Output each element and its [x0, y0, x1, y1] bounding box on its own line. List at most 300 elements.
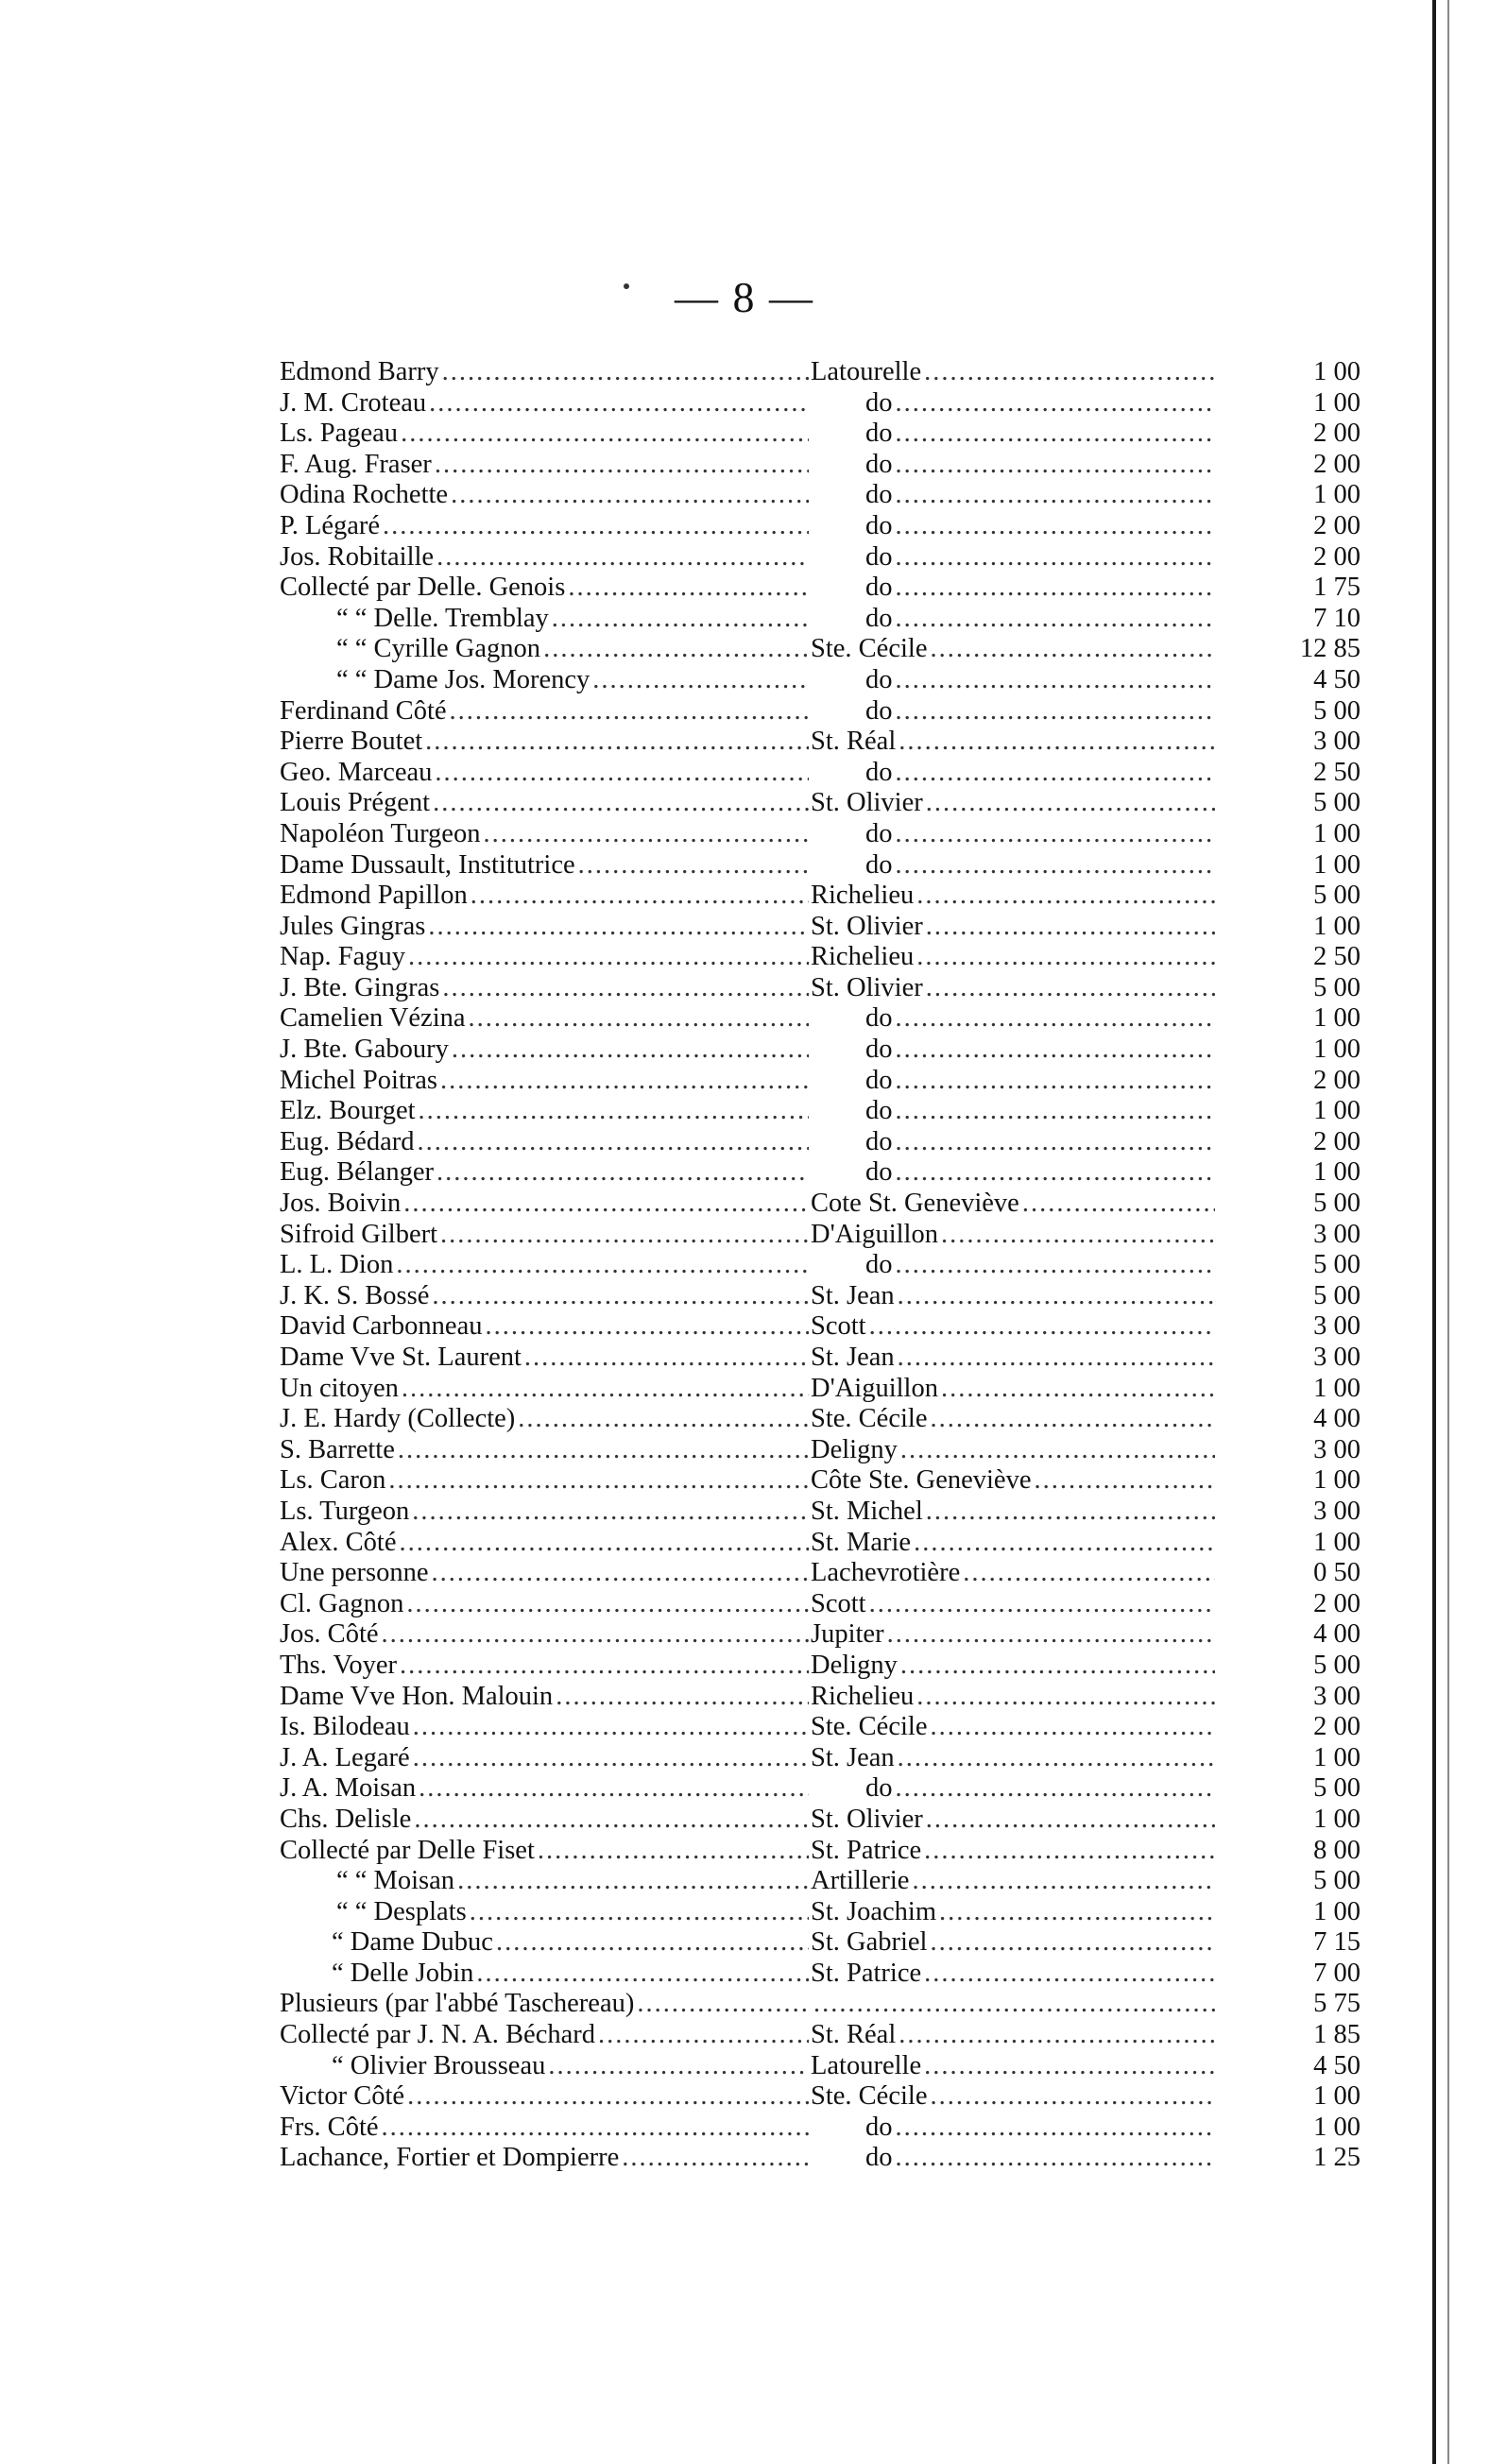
entry-amount: 2 50	[1313, 942, 1361, 972]
entry-name-text: David Carbonneau	[280, 1311, 485, 1341]
entry-amount: 4 50	[1313, 2050, 1361, 2080]
entry-name-text: S. Barrette	[280, 1435, 398, 1464]
entry-place	[811, 1250, 1215, 1281]
entry-name-text: Jos. Côté	[280, 1619, 382, 1649]
entry-amount: 3 00	[1313, 1434, 1361, 1464]
entry-name	[280, 1250, 809, 1281]
entry-name-text: “ Dame Dubuc	[280, 1927, 496, 1957]
page-border	[1432, 0, 1436, 2464]
entry-name	[280, 912, 809, 943]
list-item	[280, 1805, 1361, 1836]
entry-name-text: Ls. Pageau	[280, 419, 401, 448]
entry-name	[280, 1927, 809, 1959]
list-item	[280, 511, 1361, 542]
entry-name	[280, 1773, 809, 1805]
entry-place-text: do	[811, 2113, 896, 2142]
entry-amount: 4 50	[1313, 664, 1361, 694]
entry-amount: 1 00	[1313, 1035, 1361, 1065]
entry-place-text: D'Aiguillon	[811, 1374, 941, 1403]
entry-amount: 2 00	[1313, 1588, 1361, 1618]
entry-place-text: St. Olivier	[811, 1805, 926, 1834]
entry-amount: 5 00	[1313, 1773, 1361, 1804]
entry-place	[811, 1035, 1215, 1066]
entry-name-text: Sifroid Gilbert	[280, 1220, 440, 1249]
entry-amount: 1 00	[1313, 911, 1361, 941]
list-item	[280, 604, 1361, 635]
list-item	[280, 1897, 1361, 1928]
entry-name	[280, 1558, 809, 1589]
list-item	[280, 1589, 1361, 1620]
entry-place	[811, 1959, 1215, 1990]
entry-place	[811, 1465, 1215, 1497]
entry-name	[280, 604, 809, 635]
entry-amount: 3 00	[1313, 1219, 1361, 1249]
entry-name-text: Plusieurs (par l'abbé Taschereau)	[280, 1989, 637, 2018]
entry-name	[280, 1220, 809, 1251]
list-item	[280, 758, 1361, 789]
entry-name-text: Jules Gingras	[280, 912, 428, 941]
list-item	[280, 665, 1361, 696]
entry-amount: 1 00	[1313, 357, 1361, 386]
entry-place	[811, 450, 1215, 481]
list-item	[280, 1003, 1361, 1035]
list-item	[280, 1651, 1361, 1682]
entry-name-text: J. K. S. Bossé	[280, 1281, 432, 1310]
list-item	[280, 357, 1361, 388]
entry-place-text: Scott	[811, 1589, 869, 1618]
entry-place	[811, 819, 1215, 850]
entry-name-text: Louis Prégent	[280, 788, 433, 817]
entry-name-text: Ferdinand Côté	[280, 696, 450, 726]
entry-amount: 7 15	[1313, 1927, 1361, 1958]
entry-amount: 5 00	[1313, 788, 1361, 818]
entry-name	[280, 881, 809, 912]
entry-place	[811, 1836, 1215, 1867]
entry-place-text: do	[811, 696, 896, 726]
entry-name	[280, 973, 809, 1004]
entry-amount: 1 00	[1313, 1527, 1361, 1557]
entry-name-text: Edmond Barry	[280, 357, 442, 386]
entry-name	[280, 665, 809, 696]
entry-amount: 0 50	[1313, 1558, 1361, 1588]
entry-place-text: Deligny	[811, 1435, 900, 1464]
entry-amount: 4 00	[1313, 1619, 1361, 1650]
entry-place-text	[811, 1989, 813, 2018]
entry-place-text: Latourelle	[811, 2051, 924, 2080]
entry-name-text: J. A. Legaré	[280, 1743, 413, 1772]
entry-place	[811, 1311, 1215, 1343]
entry-place-text: do	[811, 1773, 896, 1803]
entry-place	[811, 1220, 1215, 1251]
entry-amount: 3 00	[1313, 1681, 1361, 1711]
list-item	[280, 788, 1361, 819]
entry-place-text: do	[811, 604, 896, 633]
list-item	[280, 1465, 1361, 1497]
entry-name-text: Is. Bilodeau	[280, 1712, 413, 1741]
entry-name	[280, 1959, 809, 1990]
list-item	[280, 2143, 1361, 2174]
entry-name-text: Nap. Faguy	[280, 942, 408, 971]
entry-place	[811, 788, 1215, 819]
entry-name	[280, 1805, 809, 1836]
entry-amount: 1 00	[1313, 818, 1361, 848]
entry-place	[811, 1989, 1215, 2020]
entry-place	[811, 727, 1215, 758]
entry-amount: 1 00	[1313, 1096, 1361, 1126]
entry-amount: 2 00	[1313, 1065, 1361, 1095]
entry-name	[280, 542, 809, 573]
entry-amount: 5 75	[1313, 1989, 1361, 2019]
entry-name	[280, 1897, 809, 1928]
list-item	[280, 1066, 1361, 1097]
list-item	[280, 881, 1361, 912]
entry-name	[280, 1003, 809, 1035]
entry-name	[280, 1465, 809, 1497]
entry-place	[811, 2051, 1215, 2082]
entry-name-text: Collecté par Delle Fiset	[280, 1836, 538, 1865]
entry-amount: 1 00	[1313, 1804, 1361, 1834]
entry-name	[280, 1682, 809, 1713]
entry-name-text: Pierre Boutet	[280, 727, 425, 756]
list-item	[280, 1404, 1361, 1435]
entry-name-text: P. Légaré	[280, 511, 383, 540]
list-item	[280, 450, 1361, 481]
entry-place	[811, 1866, 1215, 1897]
entry-name	[280, 1404, 809, 1435]
entry-name	[280, 2051, 809, 2082]
entry-name-text: Napoléon Turgeon	[280, 819, 483, 848]
entry-place-text: do	[811, 819, 896, 848]
entry-name	[280, 511, 809, 542]
entry-amount: 5 00	[1313, 695, 1361, 726]
entry-place-text: St. Marie	[811, 1528, 914, 1557]
entry-amount: 1 00	[1313, 1157, 1361, 1188]
entry-name	[280, 1096, 809, 1127]
entry-amount: 1 00	[1313, 2081, 1361, 2112]
list-item	[280, 1157, 1361, 1189]
entry-place	[811, 1497, 1215, 1528]
list-item	[280, 1682, 1361, 1713]
entry-name	[280, 1712, 809, 1743]
entry-amount: 2 50	[1313, 757, 1361, 787]
list-item	[280, 1558, 1361, 1589]
list-item	[280, 1866, 1361, 1897]
entry-name-text: “ Olivier Brousseau	[280, 2051, 548, 2080]
entry-name-text: Dame Vve St. Laurent	[280, 1343, 524, 1372]
entry-name-text: Jos. Boivin	[280, 1189, 403, 1218]
entry-place	[811, 1157, 1215, 1189]
entry-name-text: Ths. Voyer	[280, 1651, 400, 1680]
entry-name-text: Geo. Marceau	[280, 758, 435, 787]
entry-name-text: Frs. Côté	[280, 2113, 382, 2142]
entry-amount: 1 00	[1313, 849, 1361, 880]
list-item	[280, 942, 1361, 973]
entry-place	[811, 419, 1215, 450]
entry-place-text: do	[811, 1250, 896, 1279]
entry-name	[280, 2143, 809, 2174]
entry-amount: 5 00	[1313, 1280, 1361, 1310]
list-item	[280, 2051, 1361, 2082]
entry-place-text: Ste. Cécile	[811, 1712, 930, 1741]
entry-amount: 1 00	[1313, 387, 1361, 418]
entry-place-text: do	[811, 388, 896, 418]
list-item	[280, 1250, 1361, 1281]
entry-name-text: L. L. Dion	[280, 1250, 396, 1279]
entry-name	[280, 758, 809, 789]
entry-place	[811, 1589, 1215, 1620]
list-item	[280, 1096, 1361, 1127]
entry-name	[280, 788, 809, 819]
entry-place	[811, 912, 1215, 943]
entry-place-text: Ste. Cécile	[811, 634, 930, 663]
entry-name-text: Cl. Gagnon	[280, 1589, 406, 1618]
entry-name	[280, 480, 809, 511]
page-border-shadow	[1447, 0, 1449, 2464]
entry-place	[811, 1619, 1215, 1651]
entry-name-text: Ls. Caron	[280, 1465, 388, 1495]
list-item	[280, 1959, 1361, 1990]
entry-place	[811, 973, 1215, 1004]
list-item	[280, 1743, 1361, 1774]
entry-place	[811, 850, 1215, 881]
entry-place-text: D'Aiguillon	[811, 1220, 941, 1249]
list-item	[280, 1343, 1361, 1374]
list-item	[280, 1127, 1361, 1158]
entry-name	[280, 357, 809, 388]
entry-name	[280, 1157, 809, 1189]
list-item	[280, 1619, 1361, 1651]
entry-amount: 5 00	[1313, 1189, 1361, 1219]
entry-place	[811, 1343, 1215, 1374]
entry-name	[280, 1497, 809, 1528]
entry-name-text: Dame Vve Hon. Malouin	[280, 1682, 556, 1711]
entry-place-text: Latourelle	[811, 357, 924, 386]
entry-place	[811, 1189, 1215, 1220]
entry-amount: 4 00	[1313, 1404, 1361, 1434]
entry-name-text: Jos. Robitaille	[280, 542, 436, 572]
entry-name-text: Camelien Vézina	[280, 1003, 469, 1033]
entry-place-text: St. Réal	[811, 727, 899, 756]
entry-place-text: Scott	[811, 1311, 869, 1341]
entry-place	[811, 696, 1215, 727]
entry-name	[280, 634, 809, 665]
entry-place	[811, 942, 1215, 973]
entry-name-text: Edmond Papillon	[280, 881, 471, 910]
entry-name	[280, 1836, 809, 1867]
entry-place-text: Artillerie	[811, 1866, 912, 1895]
entry-place-text: Jupiter	[811, 1619, 887, 1649]
list-item	[280, 2081, 1361, 2113]
entry-name-text: J. A. Moisan	[280, 1773, 419, 1803]
entry-name	[280, 450, 809, 481]
list-item	[280, 1927, 1361, 1959]
list-item	[280, 1311, 1361, 1343]
entry-name-text: Un citoyen	[280, 1374, 402, 1403]
entry-name-text: Lachance, Fortier et Dompierre	[280, 2143, 622, 2172]
entry-place-text: Lachevrotière	[811, 1558, 963, 1587]
entry-place	[811, 1404, 1215, 1435]
entry-amount: 1 85	[1313, 2020, 1361, 2050]
entry-place-text: St. Jean	[811, 1281, 898, 1310]
entry-place-text: St. Patrice	[811, 1959, 924, 1988]
entry-name-text: Collecté par Delle. Genois	[280, 573, 568, 602]
entry-name	[280, 1989, 809, 2020]
entry-amount: 7 00	[1313, 1958, 1361, 1988]
list-item	[280, 419, 1361, 450]
entry-place-text: do	[811, 1003, 896, 1033]
entry-name	[280, 819, 809, 850]
entry-amount: 2 00	[1313, 510, 1361, 540]
list-item	[280, 912, 1361, 943]
entry-place-text: St. Michel	[811, 1497, 926, 1526]
entry-name	[280, 388, 809, 419]
entry-name	[280, 1589, 809, 1620]
entry-amount: 2 00	[1313, 449, 1361, 479]
entry-name	[280, 1066, 809, 1097]
entry-place-text: St. Olivier	[811, 788, 926, 817]
list-item	[280, 2020, 1361, 2051]
entry-name	[280, 727, 809, 758]
entry-amount: 2 00	[1313, 541, 1361, 572]
list-item	[280, 634, 1361, 665]
entry-name	[280, 1651, 809, 1682]
entry-name-text: Victor Côté	[280, 2081, 407, 2111]
list-item	[280, 1220, 1361, 1251]
list-item	[280, 1435, 1361, 1466]
entry-place-text: do	[811, 665, 896, 694]
entry-place-text: St. Gabriel	[811, 1927, 930, 1957]
entry-name-text: “ “ Cyrille Gagnon	[280, 634, 543, 663]
entry-name-text: “ “ Desplats	[280, 1897, 470, 1926]
entry-name-text: Une personne	[280, 1558, 432, 1587]
entry-place	[811, 357, 1215, 388]
entry-name-text: “ Delle Jobin	[280, 1959, 476, 1988]
entry-place-text: do	[811, 511, 896, 540]
entry-place-text: Richelieu	[811, 942, 916, 971]
entry-place-text: do	[811, 1127, 896, 1156]
list-item	[280, 573, 1361, 604]
entry-name-text: Dame Dussault, Institutrice	[280, 850, 578, 880]
entry-amount: 3 00	[1313, 1343, 1361, 1372]
entry-name	[280, 2020, 809, 2051]
entry-name	[280, 1343, 809, 1374]
entry-place	[811, 1003, 1215, 1035]
entry-place	[811, 1682, 1215, 1713]
entry-place	[811, 2113, 1215, 2144]
entry-name	[280, 1127, 809, 1158]
list-item	[280, 696, 1361, 727]
list-item	[280, 850, 1361, 881]
entry-place	[811, 1374, 1215, 1405]
entry-name	[280, 1866, 809, 1897]
list-item	[280, 1374, 1361, 1405]
list-item	[280, 1035, 1361, 1066]
entry-amount: 1 00	[1313, 1896, 1361, 1926]
list-item	[280, 542, 1361, 573]
entry-name	[280, 1528, 809, 1559]
entry-place-text: St. Patrice	[811, 1836, 924, 1865]
entry-place-text: do	[811, 1035, 896, 1064]
entry-amount: 2 00	[1313, 419, 1361, 449]
entry-name	[280, 2081, 809, 2113]
entry-amount: 1 25	[1313, 2143, 1361, 2173]
entry-amount: 1 00	[1313, 2112, 1361, 2142]
entry-place-text: do	[811, 1096, 896, 1125]
entry-name	[280, 1281, 809, 1312]
entry-name	[280, 1035, 809, 1066]
list-item	[280, 1712, 1361, 1743]
entry-name	[280, 942, 809, 973]
entry-name-text: Chs. Delisle	[280, 1805, 414, 1834]
list-item	[280, 973, 1361, 1004]
list-item	[280, 1189, 1361, 1220]
entry-name-text: Elz. Bourget	[280, 1096, 419, 1125]
list-item	[280, 819, 1361, 850]
entry-place	[811, 1558, 1215, 1589]
entry-amount: 5 00	[1313, 972, 1361, 1002]
list-item	[280, 727, 1361, 758]
entry-place-text: do	[811, 573, 896, 602]
entry-name-text: F. Aug. Fraser	[280, 450, 435, 479]
entry-place-text: Richelieu	[811, 881, 916, 910]
entry-place-text: Cote St. Geneviève	[811, 1189, 1022, 1218]
entry-place	[811, 881, 1215, 912]
entry-amount: 3 00	[1313, 1311, 1361, 1342]
entry-place	[811, 665, 1215, 696]
entry-name	[280, 850, 809, 881]
entry-place	[811, 1743, 1215, 1774]
entry-name-text: Odina Rochette	[280, 480, 451, 509]
entry-place	[811, 1528, 1215, 1559]
entry-place	[811, 604, 1215, 635]
entry-amount: 3 00	[1313, 1496, 1361, 1526]
entry-place	[811, 758, 1215, 789]
entry-place	[811, 1712, 1215, 1743]
entry-amount: 1 00	[1313, 480, 1361, 510]
entry-place-text: do	[811, 1066, 896, 1095]
entry-amount: 2 00	[1313, 1712, 1361, 1742]
entry-name	[280, 419, 809, 450]
entry-place-text: St. Joachim	[811, 1897, 939, 1926]
entry-amount: 1 00	[1313, 1003, 1361, 1034]
entry-place-text: St. Jean	[811, 1343, 898, 1372]
entry-name-text: Michel Poitras	[280, 1066, 440, 1095]
entry-amount: 1 00	[1313, 1373, 1361, 1403]
entry-place-text: Ste. Cécile	[811, 2081, 930, 2111]
entry-place-text: do	[811, 419, 896, 448]
entry-name	[280, 696, 809, 727]
entry-place-text: do	[811, 542, 896, 572]
entry-place	[811, 2081, 1215, 2113]
entry-name-text: Ls. Turgeon	[280, 1497, 412, 1526]
entry-name	[280, 1374, 809, 1405]
entry-place-text: St. Jean	[811, 1743, 898, 1772]
entry-name-text: Collecté par J. N. A. Béchard	[280, 2020, 598, 2049]
entry-amount: 5 00	[1313, 1866, 1361, 1896]
entry-amount: 1 75	[1313, 573, 1361, 603]
entry-place	[811, 1435, 1215, 1466]
entry-name-text: J. M. Croteau	[280, 388, 429, 418]
entry-place	[811, 2143, 1215, 2174]
entry-place	[811, 1927, 1215, 1959]
entry-place-text: do	[811, 850, 896, 880]
list-item	[280, 480, 1361, 511]
entry-amount: 7 10	[1313, 603, 1361, 633]
entry-place	[811, 1651, 1215, 1682]
entry-place-text: Deligny	[811, 1651, 900, 1680]
entry-name	[280, 1311, 809, 1343]
entry-amount: 1 00	[1313, 1742, 1361, 1772]
